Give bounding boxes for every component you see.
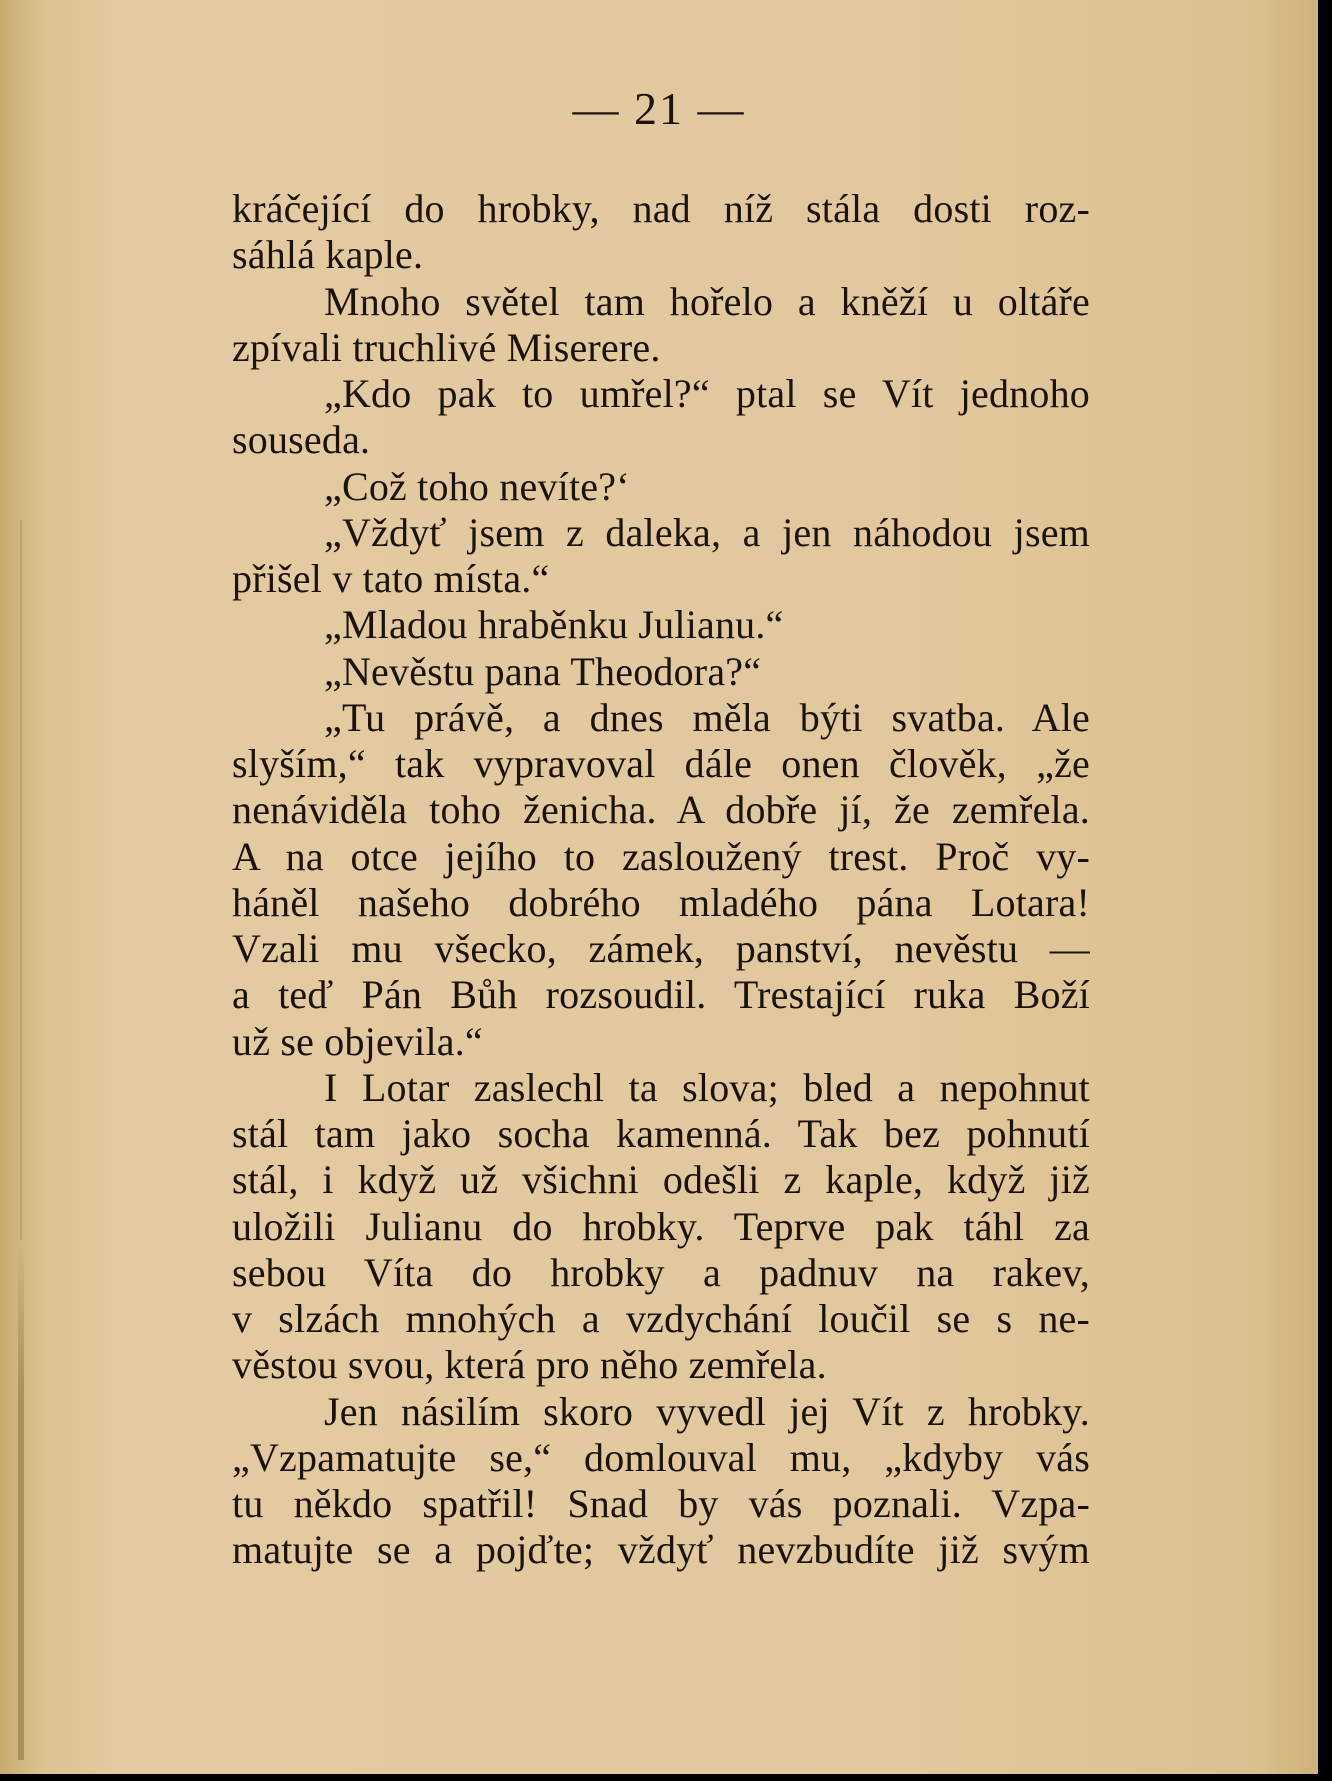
text-line: už se objevila.“ xyxy=(232,1018,483,1064)
text-line: „Tu právě, a dnes měla býti svatba. Ale xyxy=(324,694,1090,740)
text-line: Mnoho světel tam hořelo a kněží u oltáře xyxy=(324,278,1090,324)
text-line: věstou svou, která pro něho zemřela. xyxy=(232,1342,827,1388)
text-line: sáhlá kaple. xyxy=(232,232,424,278)
text-line: „Vždyť jsem z daleka, a jen náhodou jsem xyxy=(324,509,1090,555)
text-line: přišel v tato místa.“ xyxy=(232,556,550,601)
text-line: stál, i když už všichni odešli z kaple, když již xyxy=(232,1157,1090,1203)
body-text xyxy=(232,186,1090,1574)
text-line: slyším,“ tak vypravoval dále onen člověk, „že xyxy=(232,741,1090,786)
text-line: „Nevěstu pana Theodora?“ xyxy=(324,648,762,694)
text-line: souseda. xyxy=(232,417,371,463)
page-binding-edge xyxy=(20,520,22,1240)
text-line: sebou Víta do hrobky a padnuv na rakev, xyxy=(232,1249,1090,1295)
text-line: uložili Julianu do hrobky. Teprve pak táhl za xyxy=(232,1203,1090,1249)
text-line: A na otce jejího to zasloužený trest. Proč vy- xyxy=(232,833,1090,879)
text-line: v slzách mnohých a vzdychání loučil se s ne- xyxy=(232,1296,1090,1341)
text-line: stál tam jako socha kamenná. Tak bez pohnutí xyxy=(232,1111,1090,1156)
page-number: — 21 — xyxy=(572,83,746,134)
text-line: matujte se a pojďte; vždyť nevzbudíte již svým xyxy=(232,1527,1090,1573)
text-line: nenáviděla toho ženicha. A dobře jí, že zemřela. xyxy=(232,787,1090,833)
text-line: a teď Pán Bůh rozsoudil. Trestající ruka Boží xyxy=(232,972,1090,1018)
text-line: „Mladou hraběnku Julianu.“ xyxy=(324,602,784,648)
text-line: „Kdo pak to umřel?“ ptal se Vít jednoho xyxy=(324,371,1090,416)
text-line: „Což toho nevíte?‘ xyxy=(324,463,630,509)
text-line: Jen násilím skoro vyvedl jej Vít z hrobky. xyxy=(324,1388,1090,1434)
text-line: háněl našeho dobrého mladého pána Lotara! xyxy=(232,879,1090,925)
text-line: zpívali truchlivé Miserere. xyxy=(232,324,661,370)
text-line: I Lotar zaslechl ta slova; bled a nepohnut xyxy=(324,1064,1090,1110)
text-line: tu někdo spatřil! Snad by vás poznali. Vzpa- xyxy=(232,1481,1090,1526)
page-binding-shadow xyxy=(18,1240,24,1760)
text-line: „Vzpamatujte se,“ domlouval mu, „kdyby vás xyxy=(232,1434,1090,1480)
text-line: Vzali mu všecko, zámek, panství, nevěstu — xyxy=(232,926,1090,971)
text-line: kráčející do hrobky, nad níž stála dosti roz- xyxy=(232,186,1090,231)
